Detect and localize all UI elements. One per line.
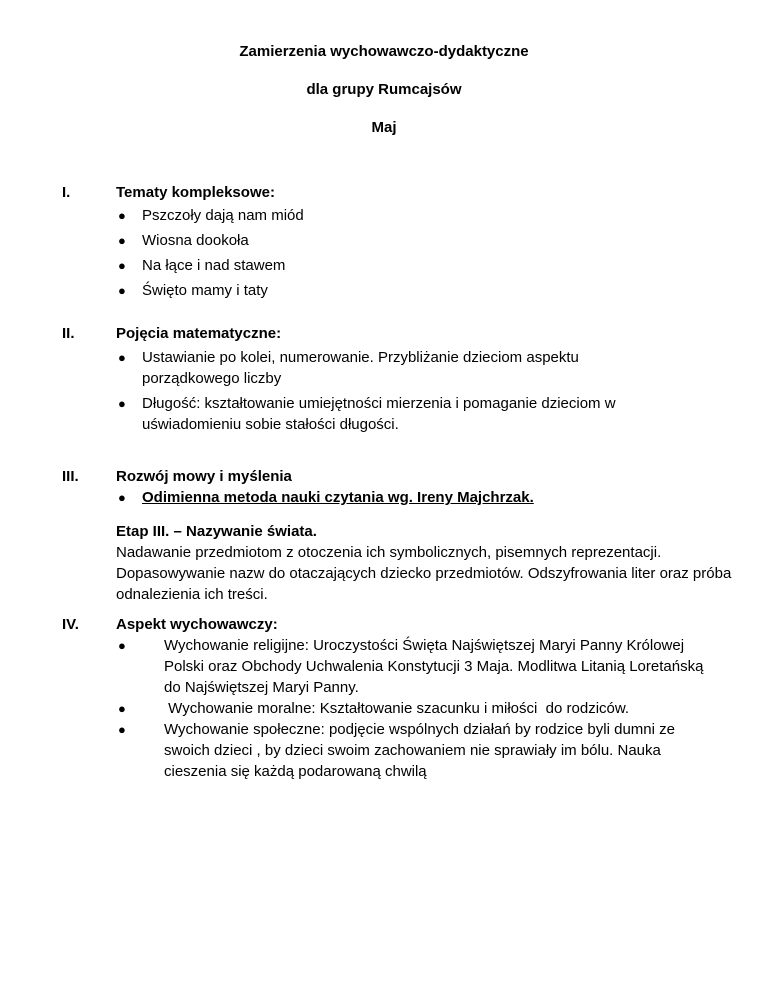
- bullet-icon: ●: [118, 350, 126, 365]
- bullet-icon: ●: [118, 258, 126, 273]
- list-item: ● Wychowanie moralne: Kształtowanie szacunku i miłości do rodziców.: [118, 700, 630, 717]
- bullet-icon: ●: [118, 283, 126, 298]
- bullet-icon: ●: [118, 722, 126, 737]
- section-heading: Tematy kompleksowe:: [116, 184, 275, 201]
- stage-heading: Etap III. – Nazywanie świata.: [116, 523, 317, 540]
- section-number: II.: [62, 325, 75, 342]
- bullet-icon: ●: [118, 638, 126, 653]
- bullet-icon: ●: [118, 396, 126, 411]
- list-item: ● Wychowanie religijne: Uroczystości Święta Najświętszej Maryi Panny Królowej Polski oraz Obchody Uchwalenia Konstytucji 3 Maja. Modlitwa Litanią Loretańską do Najświętszej Maryi Panny.: [118, 637, 704, 696]
- list-item: ● Pszczoły dają nam miód: [118, 207, 304, 224]
- bullet-icon: ●: [118, 490, 126, 505]
- list-item: ● Wychowanie społeczne: podjęcie wspólnych działań by rodzice byli dumni ze swoich dzieci , by dzieci swoim zachowaniem nie sprawiały im bólu. Nauka cieszenia się każdą podarowaną chwilą: [118, 721, 675, 780]
- doc-title-line1: Zamierzenia wychowawczo-dydaktyczne: [239, 43, 529, 60]
- section-heading: Pojęcia matematyczne:: [116, 325, 282, 342]
- section-number: III.: [62, 468, 79, 485]
- section-1: [62, 182, 742, 312]
- education-list: [116, 635, 716, 782]
- section-3: [62, 466, 742, 606]
- list-item: ● Odimienna metoda nauki czytania wg. Ireny Majchrzak.: [118, 489, 534, 506]
- speech-list: [116, 487, 736, 512]
- section-heading: Rozwój mowy i myślenia: [116, 468, 292, 485]
- section-heading: Aspekt wychowawczy:: [116, 616, 278, 633]
- list-item: ● Na łące i nad stawem: [118, 257, 286, 274]
- list-item: ● Ustawianie po kolei, numerowanie. Przybliżanie dzieciom aspektu porządkowego liczby: [118, 349, 579, 387]
- bullet-icon: ●: [118, 208, 126, 223]
- bullet-icon: ●: [118, 701, 126, 716]
- list-item: ● Święto mamy i taty: [118, 282, 268, 299]
- section-number: IV.: [62, 616, 79, 633]
- topic-list: [116, 205, 304, 305]
- doc-title-line3: Maj: [371, 119, 397, 136]
- section-number: I.: [62, 184, 71, 201]
- math-list: [116, 347, 676, 439]
- section-2: [62, 323, 742, 453]
- list-item: ● Wiosna dookoła: [118, 232, 249, 249]
- section-4: [62, 614, 742, 794]
- bullet-icon: ●: [118, 233, 126, 248]
- list-item: ● Długość: kształtowanie umiejętności mierzenia i pomaganie dzieciom w uświadomieniu sobie stałości długości.: [118, 395, 616, 433]
- stage-description: Nadawanie przedmiotom z otoczenia ich symbolicznych, pisemnych reprezentacji. Dopasowywanie nazw do otaczających dziecko przedmiotów. Odszyfrowania liter oraz próba odnalezienia ich treści.: [116, 544, 732, 603]
- doc-title-line2: dla grupy Rumcajsów: [306, 81, 462, 98]
